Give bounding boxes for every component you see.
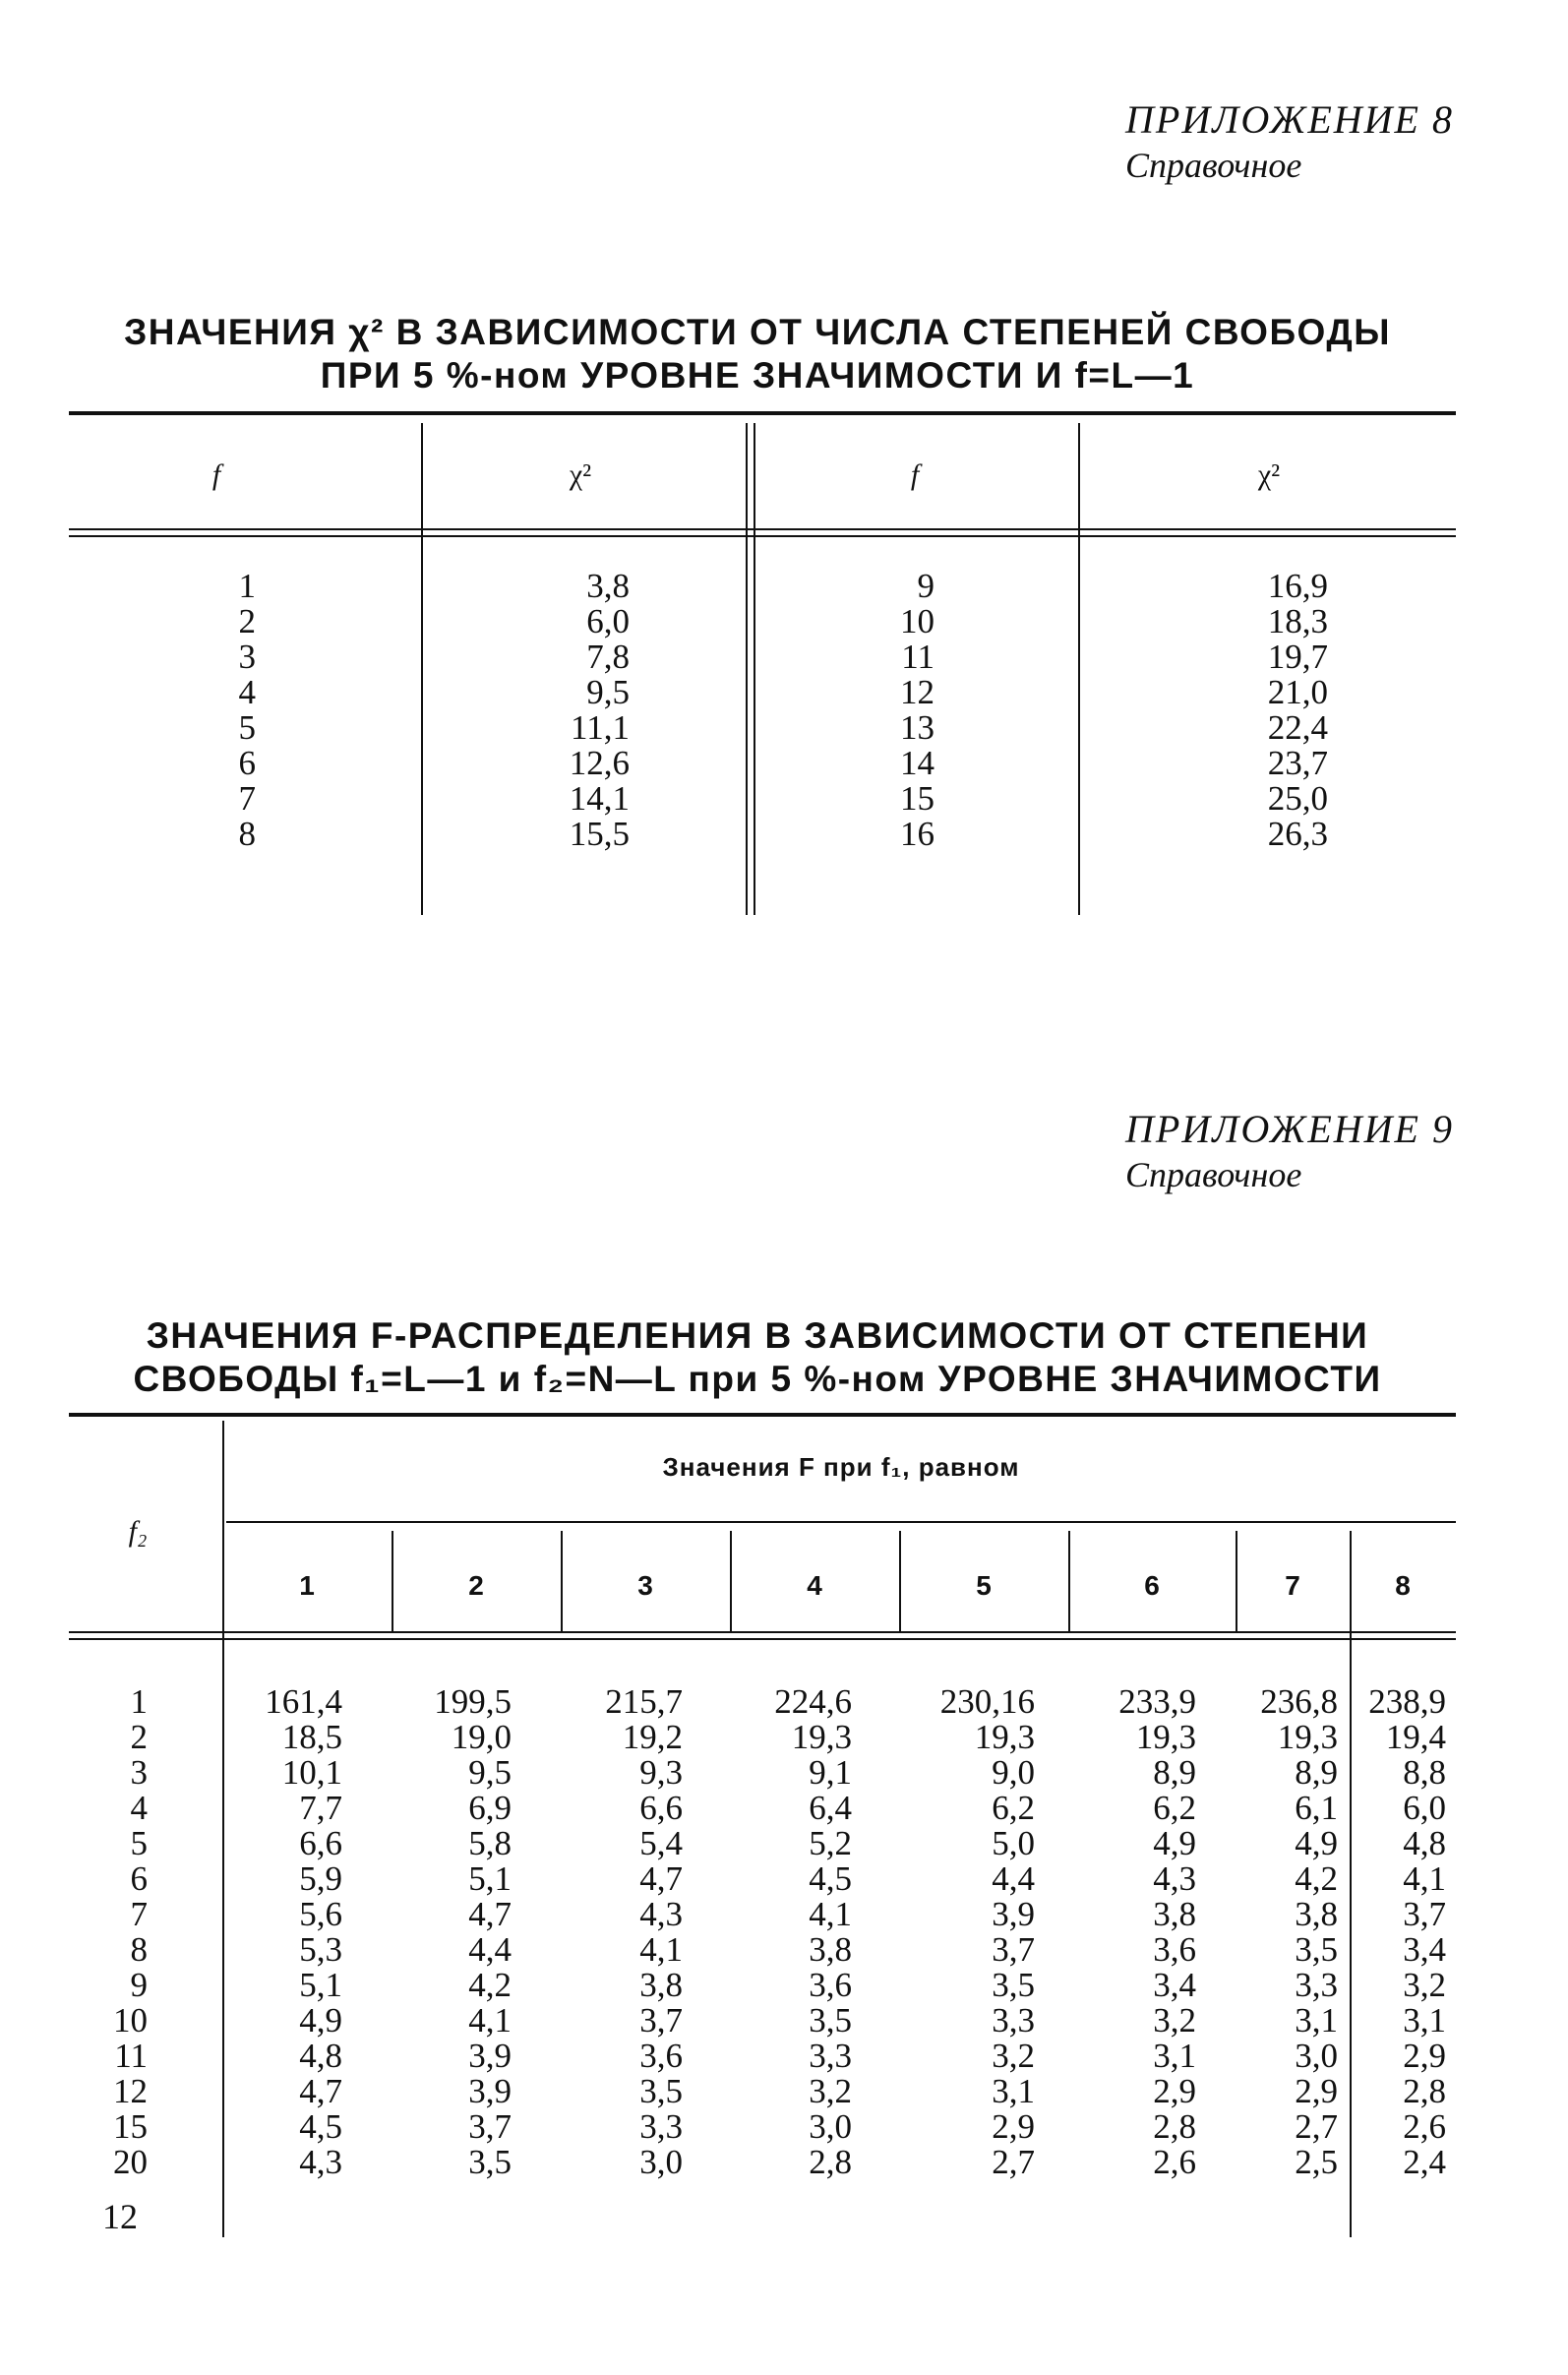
table-8-cell: 6 — [238, 744, 256, 782]
table-9-cell: 161,4 — [265, 1682, 342, 1721]
table-9-cell: 3,7 — [468, 2107, 512, 2146]
table-9-cell: 3,7 — [992, 1930, 1035, 1969]
table-9-cell: 3,4 — [1153, 1966, 1196, 2004]
table-9-col-header: 6 — [1144, 1570, 1160, 1601]
table-9-row-label: 3 — [130, 1753, 148, 1792]
table-9-cell: 2,9 — [1295, 2072, 1338, 2110]
table-8-col-chi-right — [1210, 569, 1328, 852]
table-9-cell: 5,4 — [639, 1824, 683, 1862]
table-8-cell: 22,4 — [1267, 708, 1328, 747]
table-9-cell: 9,5 — [468, 1753, 512, 1792]
table-9-cell: 3,0 — [1295, 2037, 1338, 2075]
table-9-cell: 3,2 — [809, 2072, 852, 2110]
table-9-cell: 19,4 — [1385, 1718, 1446, 1756]
table-8-cell: 9,5 — [586, 673, 630, 711]
table-9-cell: 8,8 — [1403, 1753, 1446, 1792]
table-9-cell: 4,1 — [639, 1930, 683, 1969]
table-9-cell: 19,3 — [974, 1718, 1035, 1756]
table-9-cell: 6,6 — [639, 1789, 683, 1827]
table-9-cell: 3,5 — [992, 1966, 1035, 2004]
table-9-cell: 3,8 — [1153, 1895, 1196, 1933]
table-9-cell: 9,1 — [809, 1753, 852, 1792]
table-8-cell: 15,5 — [569, 815, 630, 853]
table-9-cell: 19,3 — [1277, 1718, 1338, 1756]
table-9-header-rule-2 — [69, 1638, 1456, 1640]
table-8-header-f-left: f — [211, 458, 221, 491]
table-9-cell: 5,3 — [299, 1930, 342, 1969]
table-8-cell: 21,0 — [1267, 673, 1328, 711]
table-9-cell: 6,2 — [992, 1789, 1035, 1827]
table-9-cell: 5,0 — [992, 1824, 1035, 1862]
table-9-cell: 215,7 — [605, 1682, 683, 1721]
table-9-cell: 3,8 — [1295, 1895, 1338, 1933]
table-9-cell: 3,3 — [639, 2107, 683, 2146]
table-8-cell: 14,1 — [569, 779, 630, 818]
table-9-cell: 2,9 — [992, 2107, 1035, 2146]
table-9-cell: 5,9 — [299, 1859, 342, 1898]
table-8-vline-2a — [746, 423, 748, 915]
chi-left-symbol: χ² — [569, 458, 592, 491]
table-9-subheader-rule — [226, 1521, 1456, 1523]
table-9-header-rule — [69, 1631, 1456, 1633]
table-9-cell: 4,5 — [809, 1859, 852, 1898]
table-9-heading-line2: СВОБОДЫ f₁=L—1 и f₂=N—L при 5 %-ном УРОВНЕ ЗНАЧИМОСТИ — [133, 1359, 1382, 1399]
table-9-row-label: 10 — [113, 2001, 148, 2040]
table-9-cell: 2,9 — [1153, 2072, 1196, 2110]
table-8-cell: 3,8 — [586, 567, 630, 605]
table-8-top-rule — [69, 411, 1456, 415]
table-8-cell: 8 — [238, 815, 256, 853]
table-9-cell: 3,6 — [809, 1966, 852, 2004]
table-9-col-5 — [897, 1684, 1035, 2180]
table-9-cell: 4,7 — [639, 1859, 683, 1898]
table-9-cell: 4,1 — [468, 2001, 512, 2040]
table-9-cell: 199,5 — [434, 1682, 512, 1721]
table-9-cell: 3,1 — [1295, 2001, 1338, 2040]
table-9-cell: 7,7 — [299, 1789, 342, 1827]
table-9-heading-line1: ЗНАЧЕНИЯ F-РАСПРЕДЕЛЕНИЯ В ЗАВИСИМОСТИ ОТ СТЕПЕНИ — [146, 1315, 1369, 1356]
table-8-heading — [59, 311, 1456, 397]
table-9-cell: 8,9 — [1153, 1753, 1196, 1792]
table-9-cell: 6,4 — [809, 1789, 852, 1827]
table-8-cell: 13 — [900, 708, 935, 747]
table-9-row-label: 20 — [113, 2143, 148, 2181]
table-8-cell: 7,8 — [586, 638, 630, 676]
table-9-cell: 3,5 — [639, 2072, 683, 2110]
table-8-vline-2b — [754, 423, 755, 915]
table-9-cell: 6,6 — [299, 1824, 342, 1862]
table-9-row-label: 1 — [130, 1682, 148, 1721]
table-9-cell: 4,1 — [809, 1895, 852, 1933]
table-9-cell: 4,8 — [1403, 1824, 1446, 1862]
chi-right-symbol: χ² — [1257, 458, 1281, 491]
table-9-cell: 2,6 — [1153, 2143, 1196, 2181]
appendix-8-subtitle: Справочное — [1125, 146, 1302, 185]
table-9-cell: 2,7 — [1295, 2107, 1338, 2146]
table-9-cell: 230,16 — [939, 1682, 1035, 1721]
table-9-cell: 3,9 — [992, 1895, 1035, 1933]
table-9-cell: 3,1 — [992, 2072, 1035, 2110]
table-9-cell: 3,5 — [809, 2001, 852, 2040]
table-9-row-label: 2 — [130, 1718, 148, 1756]
table-8-cell: 5 — [238, 708, 256, 747]
table-9-cell: 4,2 — [468, 1966, 512, 2004]
table-8-cell: 26,3 — [1267, 815, 1328, 853]
table-9-cell: 2,6 — [1403, 2107, 1446, 2146]
table-9-col-header: 5 — [976, 1570, 992, 1601]
table-9-cell: 18,5 — [281, 1718, 342, 1756]
table-9-cell: 3,5 — [468, 2143, 512, 2181]
table-9-cell: 3,9 — [468, 2072, 512, 2110]
table-8-cell: 1 — [238, 567, 256, 605]
table-9-col-header: 4 — [807, 1570, 822, 1601]
table-8-cell: 18,3 — [1267, 602, 1328, 640]
table-9-cell: 4,8 — [299, 2037, 342, 2075]
table-8-cell: 25,0 — [1267, 779, 1328, 818]
table-8-heading-line1: ЗНАЧЕНИЯ χ² В ЗАВИСИМОСТИ ОТ ЧИСЛА СТЕПЕНЕЙ СВОБОДЫ — [124, 312, 1391, 352]
table-9-cell: 3,3 — [1295, 1966, 1338, 2004]
table-9-cell: 4,9 — [1153, 1824, 1196, 1862]
table-9-cell: 3,0 — [809, 2107, 852, 2146]
table-8-col-chi-left — [512, 569, 630, 852]
table-9-cell: 5,8 — [468, 1824, 512, 1862]
table-9-cell: 19,2 — [622, 1718, 683, 1756]
table-9-row-label: 12 — [113, 2072, 148, 2110]
table-8-cell: 2 — [238, 602, 256, 640]
table-8-header-chi-left — [531, 458, 630, 492]
table-8-vline-1 — [421, 423, 423, 915]
table-9-cell: 3,1 — [1153, 2037, 1196, 2075]
table-9-cell: 10,1 — [281, 1753, 342, 1792]
table-9-cell: 4,9 — [1295, 1824, 1338, 1862]
table-9-cell: 2,8 — [1153, 2107, 1196, 2146]
table-9-cell: 3,4 — [1403, 1930, 1446, 1969]
table-9-cell: 3,3 — [809, 2037, 852, 2075]
table-9-row-label: 8 — [130, 1930, 148, 1969]
table-9-cell: 224,6 — [774, 1682, 852, 1721]
table-9-cell: 3,2 — [1403, 1966, 1446, 2004]
table-9-row-label: 4 — [130, 1789, 148, 1827]
table-9-cell: 4,4 — [468, 1930, 512, 1969]
table-8-cell: 3 — [238, 638, 256, 676]
table-8-cell: 10 — [900, 602, 935, 640]
table-8-vline-3 — [1078, 423, 1080, 915]
table-9-cell: 3,0 — [639, 2143, 683, 2181]
table-9-row-header: f₂ — [128, 1515, 148, 1548]
table-9-cell: 233,9 — [1118, 1682, 1196, 1721]
appendix-9-title: ПРИЛОЖЕНИЕ 9 — [1125, 1107, 1454, 1151]
appendix-8-header — [1125, 96, 1454, 186]
table-9-span-header: Значения F при f₁, равном — [662, 1452, 1020, 1482]
appendix-8-title: ПРИЛОЖЕНИЕ 8 — [1125, 97, 1454, 142]
table-8-col-f-right — [866, 569, 935, 852]
table-9-row-label: 9 — [130, 1966, 148, 2004]
table-9-cell: 9,3 — [639, 1753, 683, 1792]
table-9-cell: 19,3 — [791, 1718, 852, 1756]
table-9-cell: 19,3 — [1135, 1718, 1196, 1756]
table-9-cell: 4,1 — [1403, 1859, 1446, 1898]
table-9-cell: 4,3 — [299, 2143, 342, 2181]
table-9-cell: 3,7 — [639, 2001, 683, 2040]
table-9-cell: 2,4 — [1403, 2143, 1446, 2181]
table-8-header-f-right: f — [910, 458, 920, 491]
table-9-cell: 3,1 — [1403, 2001, 1446, 2040]
table-8-cell: 16 — [900, 815, 935, 853]
table-8-cell: 12,6 — [569, 744, 630, 782]
table-9-cell: 4,7 — [299, 2072, 342, 2110]
table-9-row-label: 5 — [130, 1824, 148, 1862]
table-9-cell: 8,9 — [1295, 1753, 1338, 1792]
table-9-col-header: 2 — [468, 1570, 484, 1601]
table-8-cell: 11 — [901, 638, 935, 676]
table-8-cell: 6,0 — [586, 602, 630, 640]
table-9-col-f2 — [98, 1684, 148, 2180]
table-9-cell: 4,7 — [468, 1895, 512, 1933]
table-9-cell: 2,5 — [1295, 2143, 1338, 2181]
table-8-cell: 23,7 — [1267, 744, 1328, 782]
table-9-cell: 3,2 — [1153, 2001, 1196, 2040]
table-8-heading-line2: ПРИ 5 %-ном УРОВНЕ ЗНАЧИМОСТИ И f=L—1 — [320, 355, 1195, 396]
table-9-cell: 3,7 — [1403, 1895, 1446, 1933]
table-9-top-rule — [69, 1413, 1456, 1417]
table-9-col-header: 3 — [637, 1570, 653, 1601]
page-number: 12 — [102, 2197, 138, 2236]
table-9-col-header: 7 — [1285, 1570, 1300, 1601]
table-9-cell: 2,9 — [1403, 2037, 1446, 2075]
table-8-cell: 9 — [917, 567, 935, 605]
table-9-heading — [59, 1314, 1456, 1401]
appendix-9-header — [1125, 1106, 1454, 1195]
table-9-row-label: 6 — [130, 1859, 148, 1898]
table-9-cell: 2,7 — [992, 2143, 1035, 2181]
table-8-cell: 14 — [900, 744, 935, 782]
table-9-cell: 5,2 — [809, 1824, 852, 1862]
table-9-cell: 3,3 — [992, 2001, 1035, 2040]
table-9-col-header: 8 — [1395, 1570, 1411, 1601]
table-9-cell: 5,1 — [468, 1859, 512, 1898]
table-9-cell: 236,8 — [1260, 1682, 1338, 1721]
table-9-cell: 6,9 — [468, 1789, 512, 1827]
table-8-header-rule-2 — [69, 535, 1456, 537]
table-9-cell: 3,2 — [992, 2037, 1035, 2075]
table-9-row-label: 11 — [114, 2037, 148, 2075]
table-9-cell: 4,3 — [1153, 1859, 1196, 1898]
table-9-cell: 4,9 — [299, 2001, 342, 2040]
table-9-row-label: 7 — [130, 1895, 148, 1933]
table-9-cell: 2,8 — [809, 2143, 852, 2181]
table-9-cell: 9,0 — [992, 1753, 1035, 1792]
table-9-cell: 3,6 — [639, 2037, 683, 2075]
table-8-cell: 16,9 — [1267, 567, 1328, 605]
table-9-row-label: 15 — [113, 2107, 148, 2146]
table-8-header-rule — [69, 528, 1456, 530]
table-9-col-4 — [714, 1684, 852, 2180]
table-8-cell: 11,1 — [571, 708, 630, 747]
table-9-cell: 6,1 — [1295, 1789, 1338, 1827]
table-8-header-chi-right — [1220, 458, 1318, 492]
table-8-cell: 19,7 — [1267, 638, 1328, 676]
table-9-cell: 3,8 — [639, 1966, 683, 2004]
table-9-cell: 6,0 — [1403, 1789, 1446, 1827]
table-9-cell: 5,6 — [299, 1895, 342, 1933]
table-8-cell: 12 — [900, 673, 935, 711]
table-9-col-6 — [1058, 1684, 1196, 2180]
table-8-cell: 4 — [238, 673, 256, 711]
table-8-cell: 7 — [238, 779, 256, 818]
table-9-col-3 — [545, 1684, 683, 2180]
table-9-cell: 5,1 — [299, 1966, 342, 2004]
table-9-cell: 4,3 — [639, 1895, 683, 1933]
table-9-cell: 19,0 — [451, 1718, 512, 1756]
table-9-cell: 238,9 — [1368, 1682, 1446, 1721]
table-9-cell: 3,5 — [1295, 1930, 1338, 1969]
appendix-9-subtitle: Справочное — [1125, 1155, 1302, 1194]
table-9-cell: 3,8 — [809, 1930, 852, 1969]
table-9-col-2 — [374, 1684, 512, 2180]
table-9-col-8 — [1308, 1684, 1446, 2180]
table-9-col-1 — [205, 1684, 342, 2180]
table-9-cell: 3,9 — [468, 2037, 512, 2075]
table-9-cell: 4,4 — [992, 1859, 1035, 1898]
table-9-cell: 4,2 — [1295, 1859, 1338, 1898]
table-8-cell: 15 — [900, 779, 935, 818]
table-9-cell: 6,2 — [1153, 1789, 1196, 1827]
table-9-cell: 4,5 — [299, 2107, 342, 2146]
table-8-col-f-left — [197, 569, 256, 852]
table-9-cell: 2,8 — [1403, 2072, 1446, 2110]
table-9-col-header: 1 — [299, 1570, 315, 1601]
table-9-cell: 3,6 — [1153, 1930, 1196, 1969]
